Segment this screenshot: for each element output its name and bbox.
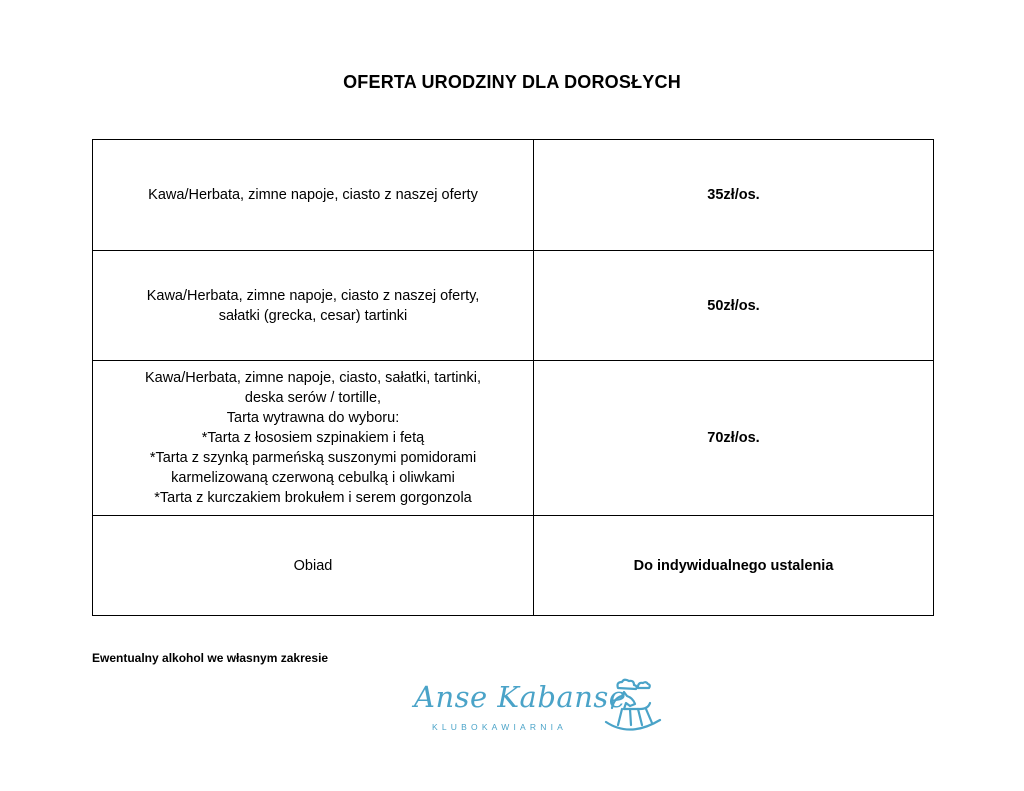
offer-line: deska serów / tortille, [244, 390, 382, 406]
rocking-horse-icon [602, 678, 662, 742]
offer-table [92, 139, 934, 616]
offer-line: karmelizowaną czerwoną cebulką i oliwkami [171, 470, 455, 486]
offer-line: Kawa/Herbata, zimne napoje, ciasto z naszej oferty [148, 187, 478, 203]
table-row [93, 140, 934, 251]
offer-description [93, 361, 534, 516]
offer-line: Kawa/Herbata, zimne napoje, ciasto, sałatki, tartinki, [144, 370, 482, 386]
offer-line: sałatki (grecka, cesar) tartinki [218, 307, 408, 324]
table-row [93, 251, 934, 361]
offer-price: 50zł/os. [534, 251, 934, 361]
offer-line: *Tarta z szynką parmeńską suszonymi pomidorami [149, 450, 477, 466]
logo-subtitle: KLUBOKAWIARNIA [432, 722, 568, 732]
table-row [93, 361, 934, 516]
offer-line: Tarta wytrawna do wyboru: [226, 410, 400, 426]
logo-script-text: Anse Kabanse [414, 680, 627, 714]
alcohol-note: Ewentualny alkohol we własnym zakresie [92, 651, 329, 665]
table-row [93, 516, 934, 616]
page-title: OFERTA URODZINY DLA DOROSŁYCH [343, 72, 681, 92]
offer-description [93, 516, 534, 616]
offer-price: 35zł/os. [534, 140, 934, 251]
offer-line: Obiad [293, 557, 333, 574]
brand-logo [410, 678, 662, 744]
offer-line: *Tarta z łososiem szpinakiem i fetą [201, 430, 425, 446]
offer-price: 70zł/os. [534, 361, 934, 516]
offer-description [93, 251, 534, 361]
offer-price: Do indywidualnego ustalenia [534, 516, 934, 616]
offer-line: *Tarta z kurczakiem brokułem i serem gorgonzola [154, 490, 472, 506]
offer-description [93, 140, 534, 251]
offer-line: Kawa/Herbata, zimne napoje, ciasto z naszej oferty, [146, 287, 480, 304]
